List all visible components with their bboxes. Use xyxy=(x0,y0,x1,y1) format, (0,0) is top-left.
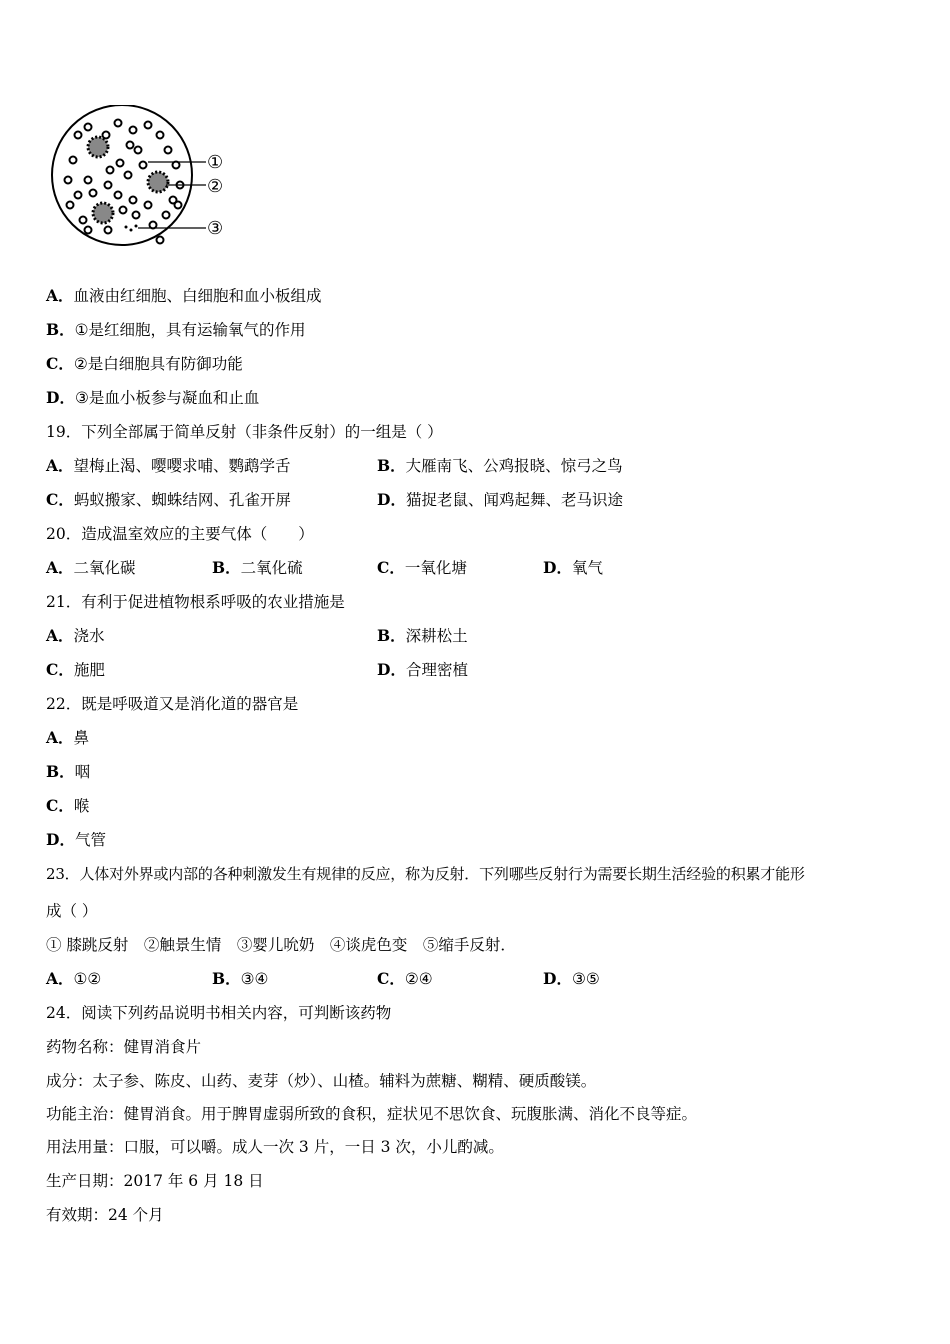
q24-dosage: 用法用量：口服，可以嚼。成人一次 3 片，一日 3 次，小儿酌减。 xyxy=(46,1138,504,1156)
q24-ingredients: 成分：太子参、陈皮、山药、麦芽（炒）、山楂。辅料为蔗糖、糊精、硬质酸镁。 xyxy=(46,1072,597,1090)
q24-production-date: 生产日期：2017 年 6 月 18 日 xyxy=(46,1172,264,1190)
q23-option-a: A．①② xyxy=(46,969,102,988)
q24-expiry: 有效期：24 个月 xyxy=(46,1206,164,1224)
callout-1: ① xyxy=(207,152,224,173)
callout-3: ③ xyxy=(207,218,224,239)
q20-stem: 20．造成温室效应的主要气体（ ） xyxy=(46,525,314,543)
q23-option-d: D．③⑤ xyxy=(543,969,600,988)
q21-option-a: A．浇水 xyxy=(46,626,105,645)
q19-option-b: B．大雁南飞、公鸡报晓、惊弓之鸟 xyxy=(377,456,623,475)
q18-option-d: D．③是血小板参与凝血和止血 xyxy=(46,388,260,407)
q18-option-b: B．①是红细胞，具有运输氧气的作用 xyxy=(46,320,306,339)
q22-option-b: B．咽 xyxy=(46,762,91,781)
q24-indications: 功能主治：健胃消食。用于脾胃虚弱所致的食积，症状见不思饮食、玩腹胀满、消化不良等症。 xyxy=(46,1105,698,1123)
platelet xyxy=(130,229,133,232)
q18-option-c: C．②是白细胞具有防御功能 xyxy=(46,354,243,373)
white-blood-cell xyxy=(93,203,113,223)
q23-stem-line1: 23．人体对外界或内部的各种刺激发生有规律的反应，称为反射．下列哪些反射行为需要长期生活经验的积累才能形 xyxy=(46,865,805,883)
platelet xyxy=(135,225,138,228)
q20-option-d: D．氧气 xyxy=(543,558,603,577)
q23-option-c: C．②④ xyxy=(377,969,433,988)
q21-option-c: C．施肥 xyxy=(46,660,105,679)
blood-smear-figure xyxy=(48,105,238,255)
white-blood-cell xyxy=(88,137,108,157)
q22-option-a: A．鼻 xyxy=(46,728,90,747)
q19-option-c: C．蚂蚁搬家、蜘蛛结网、孔雀开屏 xyxy=(46,490,291,509)
q23-option-b: B．③④ xyxy=(212,969,269,988)
q19-option-d: D．猫捉老鼠、闻鸡起舞、老马识途 xyxy=(377,490,623,509)
q22-option-c: C．喉 xyxy=(46,796,90,815)
q18-option-a: A．血液由红细胞、白细胞和血小板组成 xyxy=(46,286,322,305)
q23-stem-line2: 成（ ） xyxy=(46,902,98,920)
q22-stem: 22．既是呼吸道又是消化道的器官是 xyxy=(46,695,299,713)
q24-drug-name: 药物名称：健胃消食片 xyxy=(46,1038,202,1056)
q21-stem: 21．有利于促进植物根系呼吸的农业措施是 xyxy=(46,593,345,611)
white-blood-cell xyxy=(148,172,168,192)
q20-option-b: B．二氧化硫 xyxy=(212,558,303,577)
q20-option-c: C．一氧化塘 xyxy=(377,558,467,577)
q19-stem: 19．下列全部属于简单反射（非条件反射）的一组是（ ） xyxy=(46,423,443,441)
q21-option-b: B．深耕松土 xyxy=(377,626,468,645)
red-blood-cell xyxy=(157,237,164,244)
microscope-field xyxy=(52,105,192,245)
q24-stem: 24．阅读下列药品说明书相关内容，可判断该药物 xyxy=(46,1004,392,1022)
q22-option-d: D．气管 xyxy=(46,830,106,849)
q19-option-a: A．望梅止渴、嘤嘤求哺、鹦鹉学舌 xyxy=(46,456,291,475)
callout-2: ② xyxy=(207,176,224,197)
q23-items: ① 膝跳反射 ②触景生情 ③婴儿吮奶 ④谈虎色变 ⑤缩手反射． xyxy=(46,936,516,954)
q21-option-d: D．合理密植 xyxy=(377,660,468,679)
q20-option-a: A．二氧化碳 xyxy=(46,558,136,577)
platelet xyxy=(125,226,128,229)
